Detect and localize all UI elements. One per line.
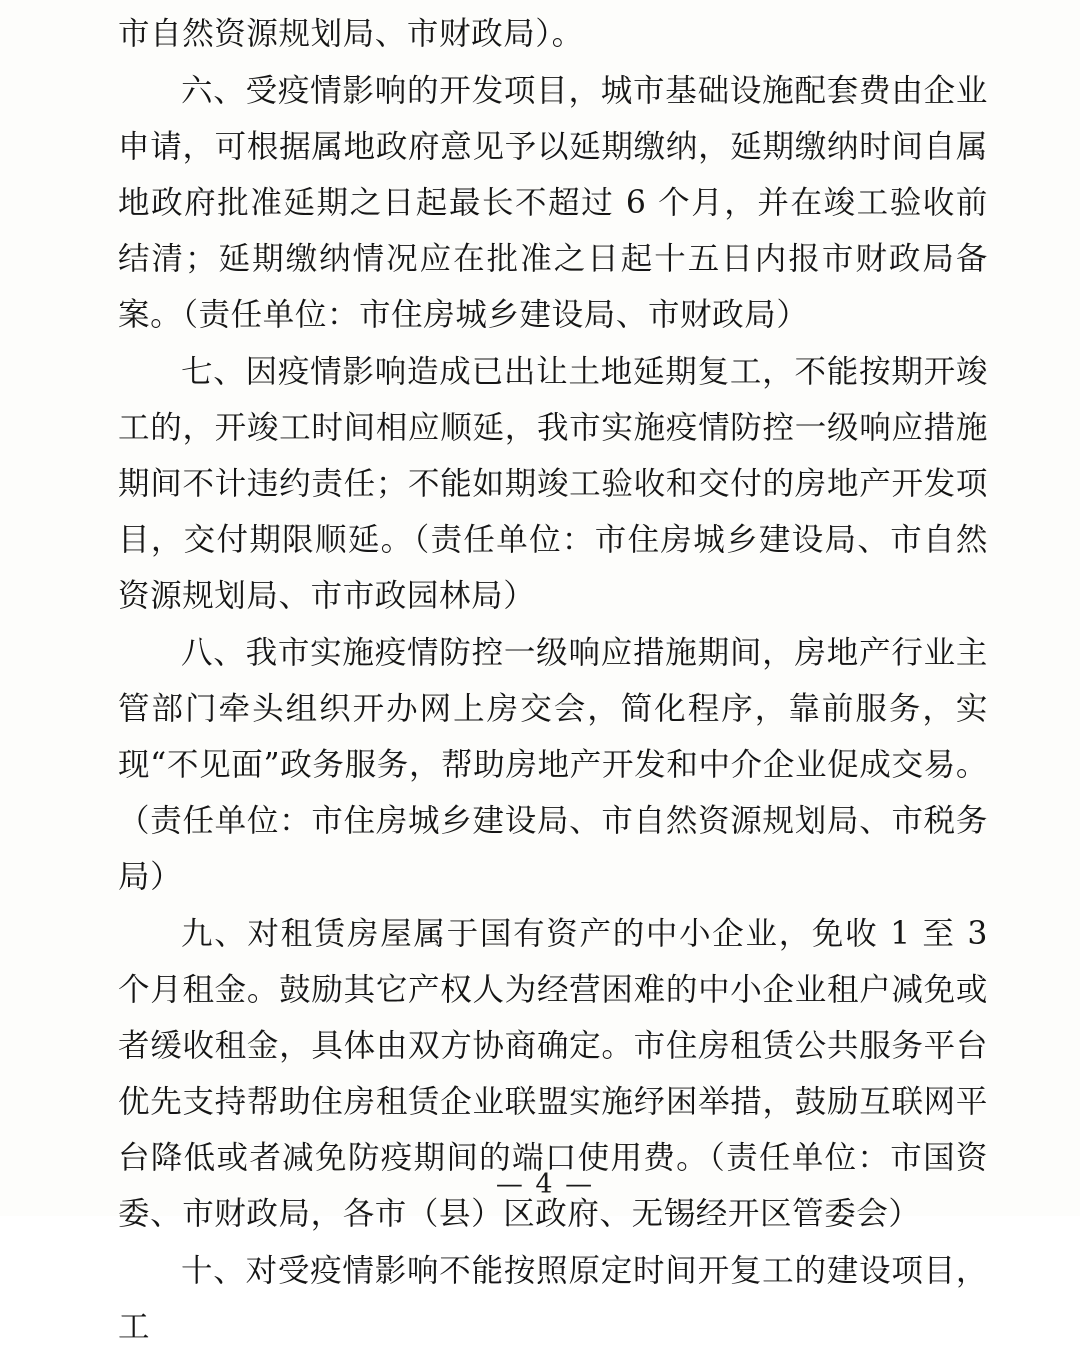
paragraph-item-9: 九、对租赁房屋属于国有资产的中小企业，免收 1 至 3 个月租金。鼓励其它产权人为经营困难的中小企业租户减免或者缓收租金，具体由双方协商确定。市住房租赁公共服务平台优先支持帮助住房租赁企业联盟实施纾困举措，鼓励互联网平台降低或者减免防疫期间的端口使用费。（责任单位：市国资委、市财政局，各市（县）区政府、无锡经开区管委会）	[118, 916, 988, 1232]
paragraph-item-7: 七、因疫情影响造成已出让土地延期复工，不能按期开竣工的，开竣工时间相应顺延，我市实施疫情防控一级响应措施期间不计违约责任；不能如期竣工验收和交付的房地产开发项目，交付期限顺延。（责任单位：市住房城乡建设局、市自然资源规划局、市市政园林局）	[118, 354, 988, 614]
paragraph-continued-top: 市自然资源规划局、市财政局）。	[118, 16, 584, 52]
paragraph-item-6: 六、受疫情影响的开发项目，城市基础设施配套费由企业申请，可根据属地政府意见予以延期缴纳，延期缴纳时间自属地政府批准延期之日起最长不超过 6 个月，并在竣工验收前结清；延期缴纳情况应在批准之日起十五日内报市财政局备案。（责任单位：市住房城乡建设局、市财政局）	[118, 73, 988, 333]
paragraph-item-10: 十、对受疫情影响不能按照原定时间开复工的建设项目，工	[118, 1253, 988, 1345]
page-number: — 4 —	[495, 1169, 595, 1200]
paragraph-item-8: 八、我市实施疫情防控一级响应措施期间，房地产行业主管部门牵头组织开办网上房交会，简化程序，靠前服务，实现“不见面”政务服务，帮助房地产开发和中介企业促成交易。（责任单位：市住房城乡建设局、市自然资源规划局、市税务局）	[118, 635, 988, 895]
page-footer	[0, 1169, 1080, 1200]
document-body	[118, 0, 988, 1355]
